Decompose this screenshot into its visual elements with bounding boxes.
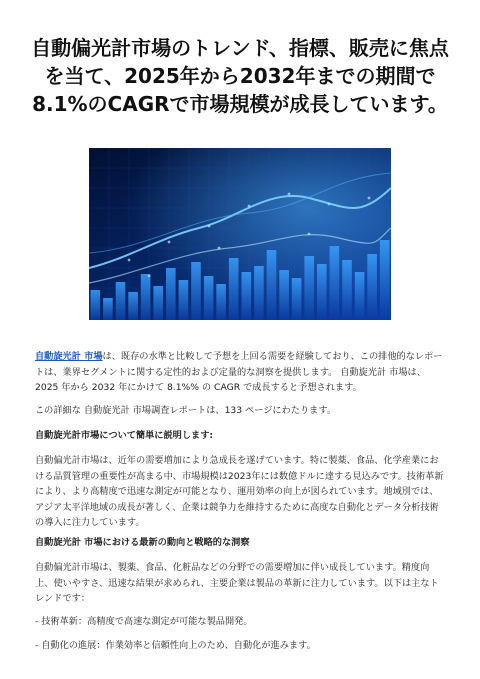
intro-text: は、既存の水準と比較して予想を上回る需要を経験しており、この排他的なレポートは、業界セグメントに関する定性的および定量的な洞察を提供します。 自動旋光計 市場は、2025 年から 2032 年にかけて 8.1%% の CAGR で成長すると予想されます。 bbox=[35, 351, 443, 393]
overview-paragraph: 自動偏光計市場は、近年の需要増加により急成長を遂げています。特に製薬、食品、化学産業における品質管理の重要性が高まる中、市場規模は2023年には数億ドルに達する見込みです。技術革新により、より高精度で迅速な測定が可能となり、運用効率の向上が図られています。地域別では、アジア太平洋地域の成長が著しく、企業は競争力を維持するために高度な自動化とデータ分析技術の導入に注力しています。 bbox=[35, 455, 444, 528]
market-link[interactable]: 自動旋光計 市場 bbox=[35, 351, 103, 362]
trend-list-item: - 技術革新：高精度で高速な測定が可能な製品開発。 bbox=[35, 616, 253, 627]
trends-heading: 自動旋光計 市場における最新の動向と戦略的な洞察 bbox=[35, 537, 250, 548]
trend-list-item: - 自動化の進展：作業効率と信頼性向上のため、自動化が進みます。 bbox=[35, 640, 316, 651]
article-title: 自動偏光計市場のトレンド、指標、販売に焦点を当て、2025年から2032年までの期間で8.1%のCAGRで市場規模が成長しています。 bbox=[31, 36, 449, 116]
report-pages-paragraph: この詳細な 自動旋光計 市場調査レポートは、133 ページにわたります。 bbox=[35, 405, 337, 416]
overview-heading: 自動旋光計市場について簡単に説明します: bbox=[35, 430, 214, 441]
intro-paragraph bbox=[35, 349, 445, 396]
financial-chart-illustration bbox=[89, 148, 391, 320]
trends-paragraph: 自動偏光計市場は、製薬、食品、化粧品などの分野での需要増加に伴い成長しています。精度向上、使いやすさ、迅速な結果が求められ、主要企業は製品の革新に注力しています。以下は主なトレンドです： bbox=[35, 562, 439, 604]
